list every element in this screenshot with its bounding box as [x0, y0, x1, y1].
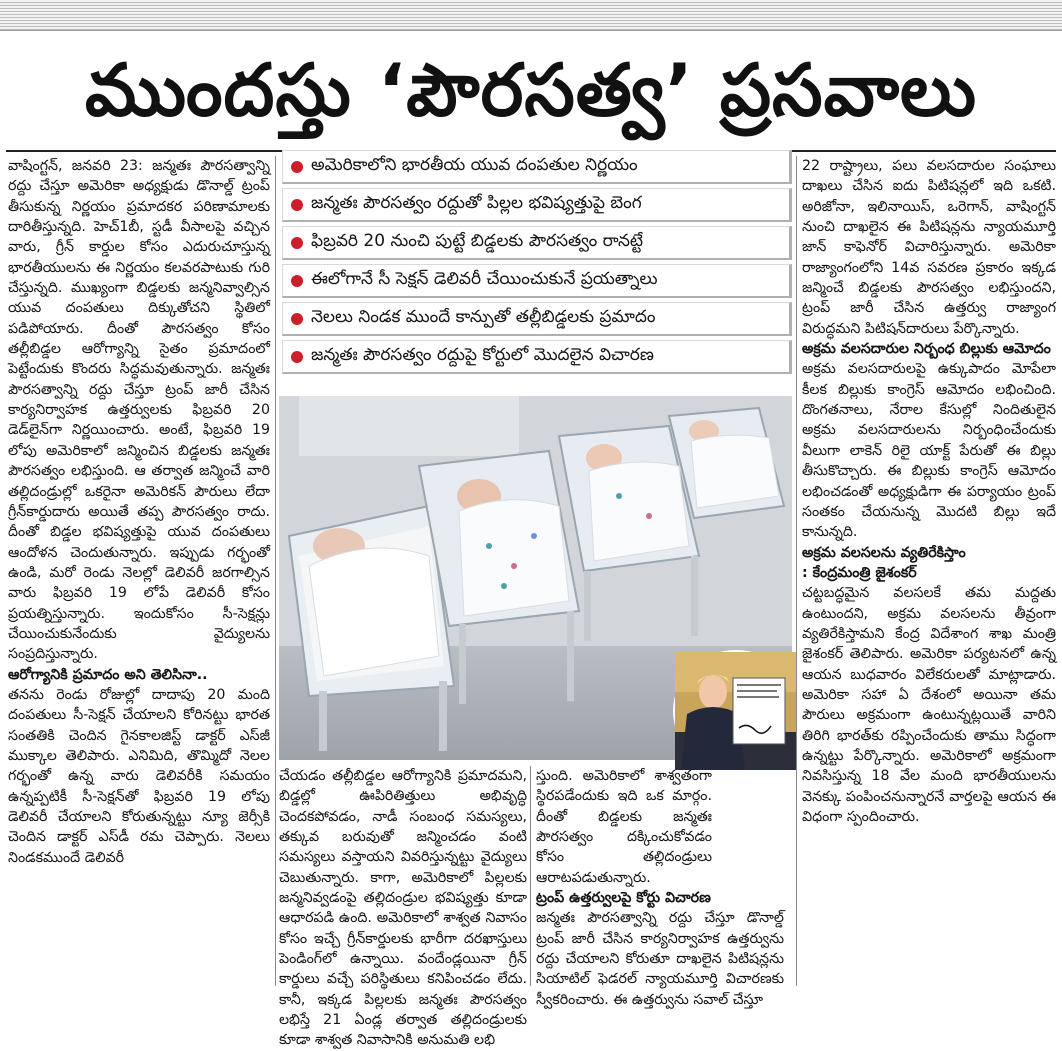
col2-paragraph: చేయడం తల్లీబిడ్డల ఆరోగ్యానికి ప్రమాదమని, బిడ్డల్లో ఊపిరితిత్తులు అభివృద్ధి చెందకపోవడం, నాడీ సంబంధ సమస్యలు, తక్కువ బరువుతో జన్మించడం వంటి సమస్యలు వస్తాయని వివరిస్తున్నట్టు వైద్యులు చెబుతున్నారు. కాగా, అమెరికాలో పిల్లలకు జన్మనివ్వడంపై తల్లిదండ్రుల భవిష్యత్తు కూడా ఆధారపడి ఉంది. అమెరికాలో శాశ్వత నివాసం కోసం ఇచ్చే గ్రీన్‌కార్డులకు భారీగా దరఖాస్తులు పెండింగ్‌లో ఉన్నాయి. వందేండ్లయినా గ్రీన్ కార్డులు వచ్చే పరిస్థితులు కనిపించడం లేదు. కానీ, ఇక్కడ పిల్లలకు జన్మతః పౌరసత్వం లభిస్తే 21 ఏండ్ల తర్వాత తల్లిదండ్రులకు కూడా శాశ్వత నివాసానికి అనుమతి లభి	[279, 768, 527, 1049]
col4-subhead-2b: : కేంద్రమంత్రి జైశంకర్	[802, 564, 917, 581]
highlights-list	[282, 150, 792, 382]
column-2	[279, 766, 527, 1049]
column-divider-3	[796, 156, 797, 986]
highlight-item	[282, 188, 792, 222]
highlight-text: నెలలు నిండక ముందే కాన్పుతో తల్లీబిడ్డలకు ప్రమాదం	[311, 306, 656, 327]
column-divider-2	[530, 766, 531, 986]
col1-subhead: ఆరోగ్యానికి ప్రమాదం అని తెలిసినా..	[8, 666, 208, 683]
column-divider-1	[275, 156, 276, 986]
masthead-band	[0, 0, 1062, 31]
highlight-item	[282, 302, 792, 336]
highlight-text: ఫిబ్రవరి 20 నుంచి పుట్టే బిడ్డలకు పౌరసత్వం రానట్టే	[311, 230, 644, 251]
highlight-text: అమెరికాలోని భారతీయ యువ దంపతుల నిర్ణయం	[311, 154, 638, 175]
bullet-dot-icon	[291, 275, 303, 287]
highlight-item	[282, 340, 792, 374]
bullet-dot-icon	[291, 237, 303, 249]
highlight-item	[282, 264, 792, 298]
highlight-item	[282, 226, 792, 260]
col4-paragraph-2: అక్రమ వలసదారులపై ఉక్కుపాదం మోపేలా కీలక బిల్లుకు కాంగ్రెస్ ఆమోదం లభించింది. దొంగతనాలు, నేరాల కేసుల్లో నిందితులైన అక్రమ వలసదారులను నిర్బంధించేందుకు వీలుగా లాకెన్ రిలై యాక్ట్ పేరుతో ఈ బిల్లు తీసుకొచ్చారు. ఈ బిల్లుకు కాంగ్రెస్ ఆమోదం లభించడంతో అధ్యక్షుడిగా ఈ పర్యాయం ట్రంప్ సంతకం చేయనున్న మొదటి బిల్లు ఇదే కానున్నది.	[802, 361, 1056, 541]
headline: ముందస్తు ‘పౌరసత్వ’ ప్రసవాలు	[84, 48, 978, 132]
col4-subhead-2a: అక్రమ వలసలను వ్యతిరేకిస్తాం	[802, 544, 966, 561]
col1-paragraph-1: వాషింగ్టన్, జనవరి 23: జన్మతః పౌరసత్వాన్ని రద్దు చేస్తూ అమెరికా అధ్యక్షుడు డొనాల్డ్ ట్రంప్ తీసుకున్న నిర్ణయం ప్రమాదకర పరిణామాలకు దారితీస్తున్నది. హెచ్1బీ, స్టడీ వీసాలపై వచ్చిన వారు, గ్రీన్ కార్డుల కోసం ఎదురుచూస్తున్న భారతీయులను ఈ నిర్ణయం కలవరపాటుకు గురి చేస్తున్నది. ముఖ్యంగా బిడ్డలకు జన్మనివ్వాల్సిన యువ దంపతులు దిక్కుతోచని స్థితిలో పడిపోయారు. దీంతో పౌరసత్వం కోసం తల్లీబిడ్డల ఆరోగ్యాన్ని సైతం ప్రమాదంలో పెట్టేందుకు కొందరు సిద్ధమవుతున్నారు. జన్మతః పౌరసత్వాన్ని రద్దు చేస్తూ ట్రంప్ జారీ చేసిన కార్యనిర్వాహక ఉత్తర్వులకు ఫిబ్రవరి 20 డెడ్‌లైన్‌గా నిర్ణయించారు. అంటే, ఫిబ్రవరి 19 లోపు అమెరికాలో జన్మించిన బిడ్డలకు జన్మతః పౌరసత్వం లభిస్తుంది. ఆ తర్వాత జన్మించే వారి తల్లిదండ్రుల్లో ఒకరైనా అమెరికన్ పౌరులు లేదా గ్రీన్‌కార్డుదారు అయితే తప్ప పౌరసత్వం రాదు. దీంతో బిడ్డల భవిష్యత్తుపై యువ దంపతులు ఆందోళన చెందుతున్నారు. ఇప్పుడు గర్భంతో ఉండి, మరో రెండు నెలల్లో డెలివరీ జరగాల్సిన వారు ఫిబ్రవరి 19 లోపే డెలివరీ కోసం ప్రయత్నిస్తున్నారు. ఇందుకోసం సీ-సెక్షన్లు చేయించుకునేందుకు వైద్యులను సంప్రదిస్తున్నారు.	[8, 158, 270, 663]
bullet-dot-icon	[291, 161, 303, 173]
col1-paragraph-2: తనను రెండు రోజుల్లో దాదాపు 20 మంది దంపతులు సీ-సెక్షన్ చేయాలని కోరినట్టు భారత సంతతికి చెందిన గైనకాలజిస్ట్ డాక్టర్ ఎస్‌జీ ముక్కాల తెలిపారు. ఎనిమిది, తొమ్మిదో నెలల గర్భంతో ఉన్న వారు డెలివరీకి సమయం ఉన్నప్పటికీ సీ-సెక్షన్‌తో ఫిబ్రవరి 19 లోపు డెలివరీ చేయాలని కోరుతున్నట్టు న్యూ జెర్సీకి చెందిన డాక్టర్ ఎస్‌డీ రమ చెప్పారు. నెలలు నిండకముందే డెలివరీ	[8, 686, 270, 866]
bullet-dot-icon	[291, 351, 303, 363]
col3-paragraph-1: స్తుంది. అమెరికాలో శాశ్వతంగా స్థిరపడేందుకు ఇది ఒక మార్గం. దీంతో బిడ్డలకు జన్మతః పౌరసత్వం దక్కించుకోవడం కోసం తల్లిదండ్రులు ఆరాటపడుతున్నారు.	[536, 768, 712, 886]
bullet-dot-icon	[291, 313, 303, 325]
bullet-dot-icon	[291, 199, 303, 211]
highlight-text: జన్మతః పౌరసత్వం రద్దుతో పిల్లల భవిష్యత్తుపై బెంగ	[311, 192, 642, 213]
inset-photo	[675, 652, 797, 770]
column-1	[8, 156, 270, 988]
column-4	[802, 156, 1056, 988]
col4-paragraph-3: చట్టబద్ధమైన వలసలకే తమ మద్దతు ఉంటుందని, అక్రమ వలసలను తీవ్రంగా వ్యతిరేకిస్తామని కేంద్ర విదేశాంగ శాఖ మంత్రి జైశంకర్ తెలిపారు. అమెరికా పర్యటనలో ఉన్న ఆయన బుధవారం విలేకరులతో మాట్లాడారు. అమెరికా సహా ఏ దేశంలో అయినా తమ పౌరులు అక్రమంగా ఉంటున్నట్లయితే వారిని తిరిగి భారత్‌కు రప్పించేందుకు తాము సిద్ధంగా ఉన్నట్టు పేర్కొన్నారు. అమెరికాలో అక్రమంగా నివసిస్తున్న 18 వేల మంది భారతీయులను వెనక్కు పంపించనున్నారనే వార్తలపై ఆయన ఈ విధంగా స్పందించారు.	[802, 585, 1056, 825]
column-3	[536, 766, 784, 1008]
col3-subhead: ట్రంప్ ఉత్తర్వులపై కోర్టు విచారణ	[536, 890, 711, 907]
col4-paragraph-1: 22 రాష్ట్రాలు, పలు వలసదారుల సంఘాలు దాఖలు చేసిన ఐదు పిటిషన్లలో ఇది ఒకటి. అరిజోనా, ఇలినాయిస్, ఒరెగాన్, వాషింగ్టన్ నుంచి దాఖలైన ఈ పిటిషన్లను న్యాయమూర్తి జాన్ కాఫెనోర్ విచారిస్తున్నారు. అమెరికా రాజ్యాంగంలోని 14వ సవరణ ప్రకారం ఇక్కడ జన్మించే బిడ్డలకు పౌరసత్వం లభిస్తుందని, ట్రంప్ జారీ చేసిన ఉత్తర్వు రాజ్యాంగ విరుద్ధమని పిటిషన్‌దారులు పేర్కొన్నారు.	[802, 158, 1056, 337]
signing-illustration	[675, 652, 797, 770]
highlight-text: ఈలోగానే సీ సెక్షన్ డెలివరీ చేయించుకునే ప్రయత్నాలు	[311, 268, 658, 289]
highlight-text: జన్మతః పౌరసత్వం రద్దుపై కోర్టులో మొదలైన విచారణ	[311, 344, 654, 365]
col3-paragraph-2: జన్మతః పౌరసత్వాన్ని రద్దు చేస్తూ డొనాల్డ్ ట్రంప్ జారీ చేసిన కార్యనిర్వాహక ఉత్తర్వును రద్దు చేయాలని కోరుతూ దాఖలైన పిటిషన్లను సియాటిల్ ఫెడరల్ న్యాయమూర్తి విచారణకు స్వీకరించారు. ఈ ఉత్తర్వును సవాల్ చేస్తూ	[536, 910, 784, 1008]
col4-subhead-1: అక్రమ వలసదారుల నిర్బంధ బిల్లుకు ఆమోదం	[802, 341, 1051, 358]
highlight-item	[282, 150, 792, 184]
